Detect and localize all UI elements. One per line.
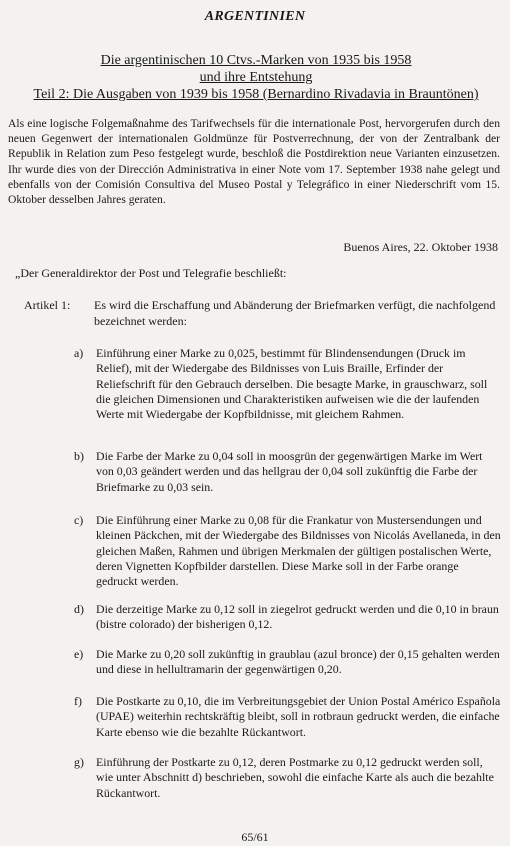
article-title	[8, 52, 504, 103]
page-header: ARGENTINIEN	[204, 9, 306, 24]
title-line-2: und ihre Entstehung	[199, 70, 313, 85]
list-item-marker: c)	[74, 513, 84, 527]
list-item-text: Die Einführung einer Marke zu 0,08 für die Frankatur von Mustersendungen und kleinen Päckchen, mit der Wiedergabe des Bildnisses von Nicolás Avellaneda, in den gleichen Maßen, Rahmen und übrigen Merkmalen der gültigen postalischen Werte, deren Vignetten Kopfbilder darstellen. Diese Marke soll in der Farbe orange gedruckt werden.	[96, 513, 501, 589]
title-line-3: Teil 2: Die Ausgaben von 1939 bis 1958 (Bernardino Rivadavia in Brauntönen)	[33, 87, 479, 102]
list-item-marker: a)	[74, 346, 84, 360]
list-item	[74, 694, 502, 740]
list-item	[74, 755, 502, 801]
list-item-marker: b)	[74, 449, 84, 463]
article-1	[24, 298, 500, 329]
list-item	[74, 346, 502, 422]
list-item	[74, 647, 502, 678]
dateline: Buenos Aires, 22. Oktober 1938	[343, 240, 498, 254]
list-item-text: Die derzeitige Marke zu 0,12 soll in ziegelrot gedruckt werden und die 0,10 in braun (bistre colorado) der bisherigen 0,12.	[96, 602, 499, 632]
page-number: 65/61	[241, 830, 269, 844]
list-item-text: Einführung einer Marke zu 0,025, bestimmt für Blindensendungen (Druck im Relief), mit der Wiedergabe des Bildnisses von Luis Braille, Erfinder der Reliefschrift für den Gebrauch derselben. Die besagte Marke, in grauschwarz, soll die gleichen Dimensionen und Charakteristiken aufweisen wie die der laufenden Werte mit Wiedergabe der Kopfbildnisse, mit gleichem Rahmen.	[96, 346, 488, 422]
article-text: Es wird die Erschaffung und Abänderung der Briefmarken verfügt, die nachfolgend bezeichnet werden:	[94, 298, 496, 328]
list-item	[74, 449, 502, 495]
decree-opening: „Der Generaldirektor der Post und Telegrafie beschließt:	[15, 266, 287, 280]
list-item	[74, 513, 502, 589]
list-item-marker: e)	[74, 647, 84, 661]
intro-paragraph: Als eine logische Folgemaßnahme des Tarifwechsels für die internationale Post, hervorgerufen durch den neuen Gegenwert der internationalen Goldmünze für Postverrechnung, der von der Zentralbank der Republik in Relation zum Peso festgelegt wurde, beschloß die Postdirektion neue Varianten einzusetzen. Ihr wurde dies von der Dirección Administrativa in einer Note vom 17. September 1938 nahe gelegt und ebenfalls von der Comisión Consultiva del Museo Postal y Telegráfico in einer Niederschrift vom 15. Oktober desselben Jahres geraten.	[8, 117, 500, 207]
list-item-text: Einführung der Postkarte zu 0,12, deren Postmarke zu 0,12 gedruckt werden soll, wie unter Abschnitt d) beschrieben, sowohl die einfache Karte als auch die bezahlte Rückantwort.	[96, 755, 494, 800]
article-label: Artikel 1:	[24, 298, 71, 312]
list-item-text: Die Marke zu 0,20 soll zukünftig in graublau (azul bronce) der 0,15 gehalten werden und diese in hellultramarin der gegenwärtigen 0,20.	[96, 647, 500, 677]
list-item	[74, 602, 502, 633]
list-item-text: Die Postkarte zu 0,10, die im Verbreitungsgebiet der Union Postal Américo Española (UPAE) weiterhin rechtskräftig bleibt, soll in rotbraun gedruckt werden, die einfache Karte ebenso wie die bezahlte Rückantwort.	[96, 694, 501, 739]
title-line-1: Die argentinischen 10 Ctvs.-Marken von 1935 bis 1958	[100, 53, 412, 68]
list-item-marker: g)	[74, 755, 84, 769]
list-item-text: Die Farbe der Marke zu 0,04 soll in moosgrün der gegenwärtigen Marke im Wert von 0,03 geändert werden und das hellgrau der 0,04 soll zukünftig die Farbe der Briefmarke zu 0,03 sein.	[96, 449, 483, 494]
list-item-marker: d)	[74, 602, 84, 616]
list-item-marker: f)	[74, 694, 82, 708]
